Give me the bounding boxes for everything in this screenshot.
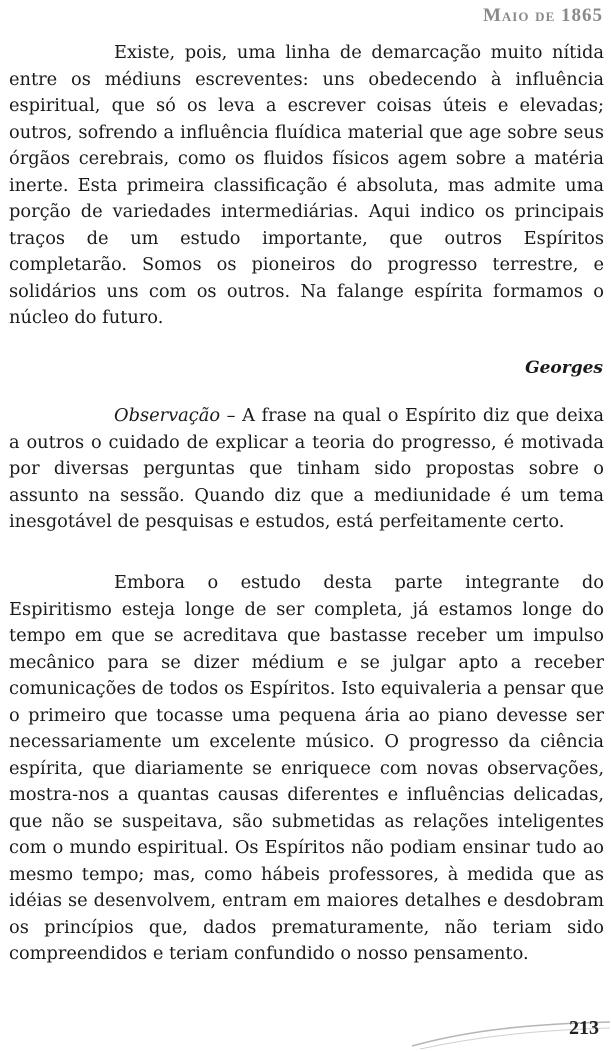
author-signature: Georges (525, 358, 603, 378)
observation-text (9, 403, 604, 536)
page-number: 213 (569, 1017, 599, 1039)
body-paragraph-1 (9, 40, 604, 332)
paragraph-text: Embora o estudo desta parte integrante do Espiritismo esteja longe de ser completa, já estamos longe do tempo em que se acreditava que bastasse receber um impulso mecânico para se dizer médium e se julgar apto a receber comunicações de todos os Espíritos. Isto equivaleria a pensar que o primeiro que tocasse uma pequena ária ao piano devesse ser necessariamente um excelente músico. O progresso da ciência espírita, que diariamente se enriquece com novas observações, mostra-nos a quantas causas diferentes e influências delicadas, que não se suspeitava, são submetidas as relações inteligentes com o mundo espiritual. Os Espíritos não podiam ensinar tudo ao mesmo tempo; mas, como hábeis professores, à medida que as idéias se desenvolvem, entram em maiores detalhes e desdobram os princípios que, dados prematuramente, não teriam sido compreendidos e teriam confundido o nosso pensamento. (9, 572, 604, 964)
body-paragraph-3 (9, 570, 604, 968)
observation-body: – A frase na qual o Espírito diz que deixa a outros o cuidado de explicar a teoria do progresso, é motivada por diversas perguntas que tinham sido propostas sobre o assunto na sessão. Quando diz que a mediunidade é um tema inesgotável de pesquisas e estudos, está perfeitamente certo. (9, 405, 604, 532)
running-header: Maio de 1865 (482, 5, 603, 26)
paragraph-text: Existe, pois, uma linha de demarcação muito nítida entre os médiuns escreventes: uns obedecendo à influência espiritual, que só os leva a escrever coisas úteis e elevadas; outros, sofrendo a influência fluídica material que age sobre seus órgãos cerebrais, como os fluidos físicos agem sobre a matéria inerte. Esta primeira classificação é absoluta, mas admite uma porção de variedades intermediárias. Aqui indico os principais traços de um estudo importante, que outros Espíritos completarão. Somos os pioneiros do progresso terrestre, e solidários uns com os outros. Na falange espírita formamos o núcleo do futuro. (9, 42, 604, 328)
observation-label: Observação (114, 405, 221, 426)
observation-paragraph (9, 403, 604, 536)
